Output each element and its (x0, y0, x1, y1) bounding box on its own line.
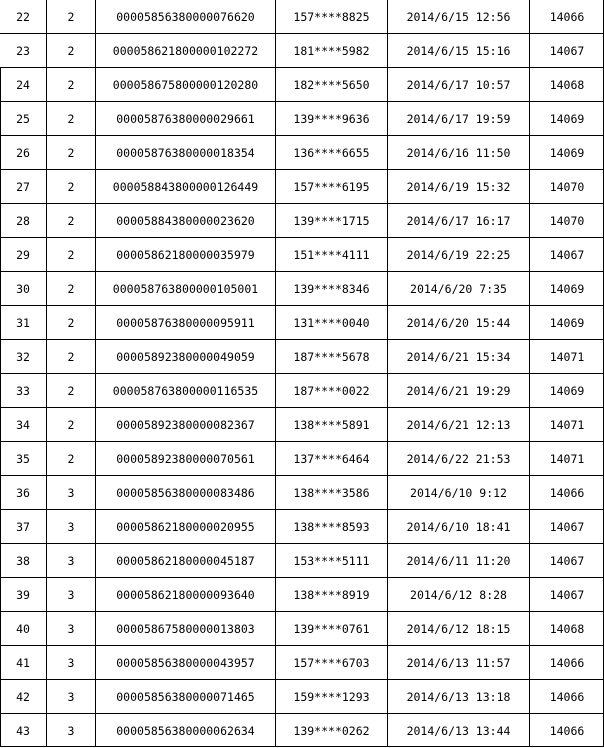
row-index-cell: 30 (16, 282, 30, 296)
order-id-cell: 00005862180000020955 (116, 520, 255, 534)
code-cell: 14071 (549, 350, 585, 364)
row-index-cell: 34 (16, 418, 30, 432)
datetime-cell: 2014/6/21 15:34 (406, 350, 511, 364)
code-cell: 14066 (549, 656, 585, 670)
grid-row-line (0, 543, 604, 544)
row-index-cell: 29 (16, 248, 30, 262)
grid-row-line (0, 679, 604, 680)
group-cell: 2 (67, 214, 75, 228)
group-cell: 2 (67, 44, 75, 58)
group-cell: 2 (67, 78, 75, 92)
group-cell: 2 (67, 282, 75, 296)
phone-cell: 136****6655 (293, 146, 370, 160)
row-index-cell: 35 (16, 452, 30, 466)
table-row (0, 408, 604, 442)
table-row (0, 68, 604, 102)
table-row (0, 646, 604, 680)
phone-cell: 139****8346 (293, 282, 370, 296)
datetime-cell: 2014/6/22 21:53 (406, 452, 511, 466)
table-row (0, 374, 604, 408)
row-index-cell: 38 (16, 554, 30, 568)
phone-cell: 138****8919 (293, 588, 370, 602)
table-row (0, 714, 604, 748)
row-index-cell: 27 (16, 180, 30, 194)
grid-row-line (0, 305, 604, 306)
code-cell: 14069 (549, 316, 585, 330)
grid-row-line (0, 33, 604, 34)
grid-row-line (0, 203, 604, 204)
group-cell: 3 (67, 520, 75, 534)
table-row (0, 476, 604, 510)
grid-row-line (0, 67, 604, 68)
table-row (0, 0, 604, 34)
code-cell: 14067 (549, 248, 585, 262)
phone-cell: 139****0262 (293, 724, 370, 738)
row-index-cell: 26 (16, 146, 30, 160)
phone-cell: 157****6195 (293, 180, 370, 194)
datetime-cell: 2014/6/15 12:56 (406, 10, 511, 24)
group-cell: 3 (67, 724, 75, 738)
phone-cell: 182****5650 (293, 78, 370, 92)
phone-cell: 157****8825 (293, 10, 370, 24)
phone-cell: 139****1715 (293, 214, 370, 228)
code-cell: 14069 (549, 112, 585, 126)
table-row (0, 238, 604, 272)
code-cell: 14069 (549, 146, 585, 160)
table-row (0, 510, 604, 544)
code-cell: 14069 (549, 282, 585, 296)
row-index-cell: 42 (16, 690, 30, 704)
order-id-cell: 00005867580000013803 (116, 622, 255, 636)
order-id-cell: 00005892380000049059 (116, 350, 255, 364)
datetime-cell: 2014/6/10 18:41 (406, 520, 511, 534)
order-id-cell: 00005856380000083486 (116, 486, 255, 500)
grid-row-line (0, 169, 604, 170)
order-id-cell: 00005884380000023620 (116, 214, 255, 228)
grid-row-line (0, 577, 604, 578)
datetime-cell: 2014/6/17 10:57 (406, 78, 511, 92)
phone-cell: 187****5678 (293, 350, 370, 364)
grid-row-line (0, 339, 604, 340)
grid-row-line (0, 373, 604, 374)
group-cell: 3 (67, 622, 75, 636)
group-cell: 2 (67, 10, 75, 24)
row-index-cell: 24 (16, 78, 30, 92)
grid-row-line (0, 407, 604, 408)
phone-cell: 139****9636 (293, 112, 370, 126)
phone-cell: 137****6464 (293, 452, 370, 466)
grid-row-line (0, 441, 604, 442)
table-row (0, 136, 604, 170)
table-row (0, 442, 604, 476)
grid-row-line (0, 611, 604, 612)
code-cell: 14068 (549, 622, 585, 636)
order-id-cell: 00005856380000043957 (116, 656, 255, 670)
order-id-cell: 000058621800000102272 (112, 44, 259, 58)
datetime-cell: 2014/6/21 19:29 (406, 384, 511, 398)
group-cell: 3 (67, 554, 75, 568)
group-cell: 2 (67, 248, 75, 262)
table-row (0, 340, 604, 374)
phone-cell: 159****1293 (293, 690, 370, 704)
row-index-cell: 36 (16, 486, 30, 500)
group-cell: 3 (67, 690, 75, 704)
group-cell: 3 (67, 588, 75, 602)
grid-row-line (0, 509, 604, 510)
group-cell: 2 (67, 316, 75, 330)
order-id-cell: 00005876380000018354 (116, 146, 255, 160)
order-id-cell: 00005862180000035979 (116, 248, 255, 262)
datetime-cell: 2014/6/15 15:16 (406, 44, 511, 58)
phone-cell: 138****3586 (293, 486, 370, 500)
table-row (0, 544, 604, 578)
grid-row-line (0, 475, 604, 476)
group-cell: 2 (67, 112, 75, 126)
table-row (0, 306, 604, 340)
phone-cell: 131****0040 (293, 316, 370, 330)
group-cell: 2 (67, 452, 75, 466)
phone-cell: 153****5111 (293, 554, 370, 568)
order-id-cell: 00005856380000076620 (116, 10, 255, 24)
datetime-cell: 2014/6/19 15:32 (406, 180, 511, 194)
phone-cell: 181****5982 (293, 44, 370, 58)
table-row (0, 34, 604, 68)
row-index-cell: 28 (16, 214, 30, 228)
code-cell: 14069 (549, 384, 585, 398)
datetime-cell: 2014/6/21 12:13 (406, 418, 511, 432)
code-cell: 14067 (549, 44, 585, 58)
phone-cell: 138****8593 (293, 520, 370, 534)
datetime-cell: 2014/6/12 8:28 (410, 588, 507, 602)
row-index-cell: 39 (16, 588, 30, 602)
grid-row-line (0, 645, 604, 646)
group-cell: 2 (67, 384, 75, 398)
code-cell: 14067 (549, 554, 585, 568)
grid-row-line (0, 101, 604, 102)
code-cell: 14066 (549, 690, 585, 704)
table-row (0, 102, 604, 136)
order-id-cell: 00005862180000045187 (116, 554, 255, 568)
phone-cell: 187****0022 (293, 384, 370, 398)
datetime-cell: 2014/6/13 11:57 (406, 656, 511, 670)
order-id-cell: 000058763800000116535 (112, 384, 259, 398)
order-id-cell: 00005862180000093640 (116, 588, 255, 602)
code-cell: 14071 (549, 452, 585, 466)
code-cell: 14066 (549, 486, 585, 500)
row-index-cell: 33 (16, 384, 30, 398)
table-row (0, 272, 604, 306)
code-cell: 14067 (549, 588, 585, 602)
phone-cell: 139****0761 (293, 622, 370, 636)
code-cell: 14068 (549, 78, 585, 92)
row-index-cell: 41 (16, 656, 30, 670)
table-row (0, 612, 604, 646)
group-cell: 2 (67, 418, 75, 432)
datetime-cell: 2014/6/11 11:20 (406, 554, 511, 568)
row-index-cell: 37 (16, 520, 30, 534)
table-row (0, 170, 604, 204)
row-index-cell: 40 (16, 622, 30, 636)
table-row (0, 578, 604, 612)
order-id-cell: 000058763800000105001 (112, 282, 259, 296)
grid-row-line (0, 237, 604, 238)
group-cell: 2 (67, 350, 75, 364)
phone-cell: 138****5891 (293, 418, 370, 432)
datetime-cell: 2014/6/17 19:59 (406, 112, 511, 126)
order-id-cell: 00005876380000095911 (116, 316, 255, 330)
datetime-cell: 2014/6/20 15:44 (406, 316, 511, 330)
code-cell: 14066 (549, 724, 585, 738)
order-id-cell: 00005892380000082367 (116, 418, 255, 432)
grid-row-line (0, 135, 604, 136)
datetime-cell: 2014/6/16 11:50 (406, 146, 511, 160)
group-cell: 2 (67, 180, 75, 194)
phone-cell: 157****6703 (293, 656, 370, 670)
row-index-cell: 25 (16, 112, 30, 126)
group-cell: 2 (67, 146, 75, 160)
datetime-cell: 2014/6/20 7:35 (410, 282, 507, 296)
row-index-cell: 22 (16, 10, 30, 24)
code-cell: 14070 (549, 214, 585, 228)
order-id-cell: 000058675800000120280 (112, 78, 259, 92)
code-cell: 14070 (549, 180, 585, 194)
datetime-cell: 2014/6/19 22:25 (406, 248, 511, 262)
order-id-cell: 00005892380000070561 (116, 452, 255, 466)
grid-row-line (0, 271, 604, 272)
code-cell: 14071 (549, 418, 585, 432)
phone-cell: 151****4111 (293, 248, 370, 262)
datetime-cell: 2014/6/13 13:44 (406, 724, 511, 738)
table-row (0, 204, 604, 238)
datetime-cell: 2014/6/17 16:17 (406, 214, 511, 228)
order-id-cell: 00005856380000071465 (116, 690, 255, 704)
group-cell: 3 (67, 486, 75, 500)
group-cell: 3 (67, 656, 75, 670)
order-id-cell: 000058843800000126449 (112, 180, 259, 194)
order-id-cell: 00005876380000029661 (116, 112, 255, 126)
datetime-cell: 2014/6/12 18:15 (406, 622, 511, 636)
order-id-cell: 00005856380000062634 (116, 724, 255, 738)
row-index-cell: 43 (16, 724, 30, 738)
row-index-cell: 32 (16, 350, 30, 364)
datetime-cell: 2014/6/13 13:18 (406, 690, 511, 704)
table-row (0, 680, 604, 714)
grid-row-line (0, 713, 604, 714)
row-index-cell: 31 (16, 316, 30, 330)
row-index-cell: 23 (16, 44, 30, 58)
datetime-cell: 2014/6/10 9:12 (410, 486, 507, 500)
code-cell: 14066 (549, 10, 585, 24)
code-cell: 14067 (549, 520, 585, 534)
